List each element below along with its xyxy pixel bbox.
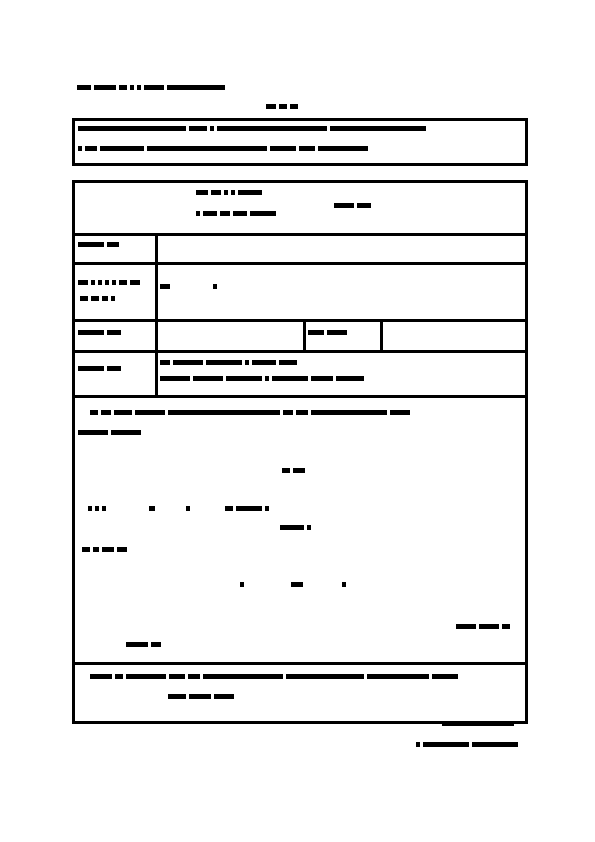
divider bbox=[72, 395, 528, 398]
body-line-8 bbox=[456, 624, 510, 629]
form-title-line-2 bbox=[196, 211, 276, 216]
row-1-label bbox=[78, 242, 119, 247]
row-4-value-line-1 bbox=[160, 360, 297, 365]
row-2-label-line-1 bbox=[78, 280, 140, 285]
column-divider bbox=[380, 319, 383, 351]
document-header-text bbox=[0, 0, 1, 1]
row-4-label bbox=[78, 366, 121, 371]
row-2-value bbox=[160, 284, 217, 289]
header-line-2 bbox=[266, 104, 298, 109]
divider bbox=[72, 662, 528, 665]
footer-line-2 bbox=[168, 694, 234, 699]
row-2-label-line-2 bbox=[80, 296, 115, 301]
body-line-1 bbox=[90, 410, 410, 415]
row-4-value-line-2 bbox=[160, 376, 364, 381]
bottom-line-1 bbox=[442, 721, 514, 726]
body-line-2 bbox=[78, 430, 141, 435]
row-3-label bbox=[78, 330, 121, 335]
divider bbox=[72, 350, 528, 353]
form-title-suffix bbox=[334, 203, 371, 208]
divider bbox=[72, 233, 528, 236]
column-divider bbox=[155, 350, 158, 396]
footer-line-1 bbox=[90, 674, 458, 679]
column-divider bbox=[155, 233, 158, 263]
document-subheader-text bbox=[0, 0, 1, 1]
top-info-line-2 bbox=[78, 146, 368, 151]
body-line-9 bbox=[126, 642, 161, 647]
divider bbox=[72, 319, 528, 322]
column-divider bbox=[155, 262, 158, 320]
body-line-7 bbox=[240, 582, 346, 587]
form-title-line-1 bbox=[196, 190, 262, 195]
bottom-line-2 bbox=[416, 742, 518, 747]
body-line-6 bbox=[82, 547, 127, 552]
row-3-mid-label bbox=[308, 330, 347, 335]
body-line-5 bbox=[280, 525, 311, 530]
column-divider bbox=[155, 319, 158, 351]
top-info-line-1 bbox=[78, 126, 426, 131]
body-line-3 bbox=[282, 468, 305, 473]
column-divider bbox=[303, 319, 306, 351]
divider bbox=[72, 262, 528, 265]
header-line-1 bbox=[77, 85, 225, 90]
body-line-4 bbox=[88, 506, 269, 511]
